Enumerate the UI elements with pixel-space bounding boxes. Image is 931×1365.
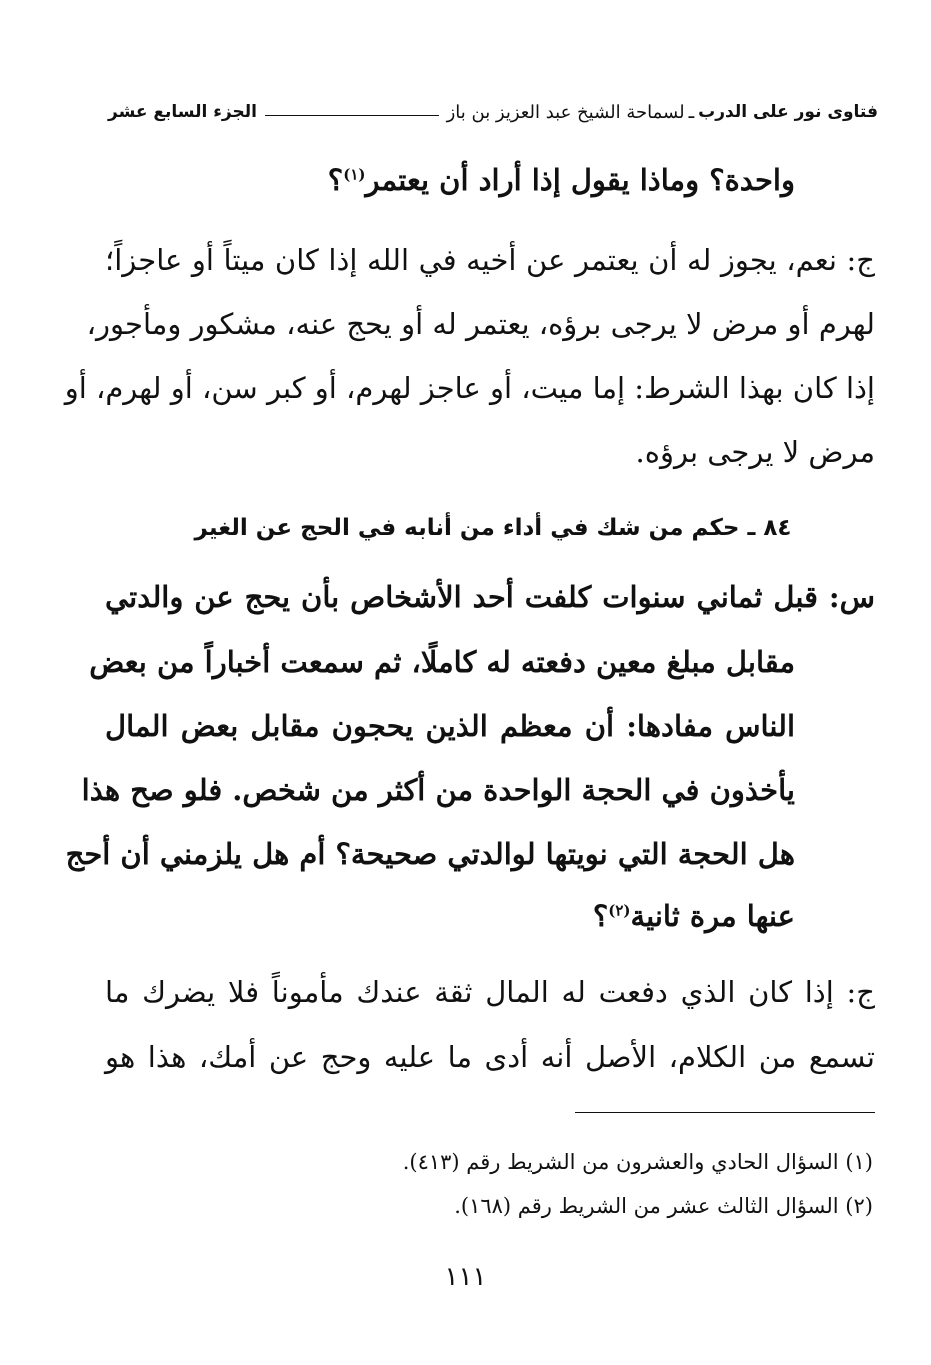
answer1-line: إذا كان بهذا الشرط: إما ميت، أو عاجز لهرم، أو كبر سن، أو لهرم، أو	[64, 371, 875, 405]
answer1-line: مرض لا يرجى برؤه.	[635, 435, 875, 469]
question2-line: مقابل مبلغ معين دفعته له كاملًا، ثم سمعت أخباراً من بعض	[89, 645, 795, 679]
footnote-ref-1: (١)	[343, 165, 366, 184]
book-title: فتاوى نور على الدرب	[698, 102, 878, 122]
question2-line: الناس مفادها: أن معظم الذين يحجون مقابل بعض المال	[105, 709, 795, 743]
footnote-ref-2: (٢)	[608, 901, 631, 920]
question-continuation-punct: ؟	[327, 163, 344, 197]
header-separator: ـ	[688, 101, 695, 123]
question2-line: س: قبل ثماني سنوات كلفت أحد الأشخاص بأن يحج عن والدتي	[105, 580, 875, 614]
question2-last-line	[593, 894, 795, 938]
footnote-2: (٢) السؤال الثالث عشر من الشريط رقم (١٦٨).	[454, 1194, 873, 1218]
section-heading: ٨٤ ـ حكم من شك في أداء من أنابه في الحج عن الغير	[194, 515, 792, 541]
question2-line: يأخذون في الحجة الواحدة من أكثر من شخص. فلو صح هذا	[81, 773, 795, 807]
answer2-line: تسمع من الكلام، الأصل أنه أدى ما عليه وحج عن أمك، هذا هو	[105, 1040, 875, 1074]
answer1-line: لهرم أو مرض لا يرجى برؤه، يعتمر له أو يحج عنه، مشكور ومأجور،	[86, 307, 875, 341]
question-continuation	[328, 158, 795, 202]
answer1-line: ج: نعم، يجوز له أن يعتمر عن أخيه في الله إذا كان ميتاً أو عاجزاً؛	[105, 243, 875, 277]
question2-last-punct: ؟	[592, 899, 609, 933]
running-header	[108, 92, 878, 132]
answer2-line: ج: إذا كان الذي دفعت له المال ثقة عندك مأموناً فلا يضرك ما	[105, 975, 875, 1009]
header-rule	[265, 115, 439, 116]
question-continuation-text: واحدة؟ وماذا يقول إذا أراد أن يعتمر	[365, 163, 795, 197]
question2-line: هل الحجة التي نويتها لوالدتي صحيحة؟ أم هل يلزمني أن أحج	[65, 837, 795, 871]
volume-label: الجزء السابع عشر	[108, 102, 257, 122]
footnote-separator	[575, 1112, 875, 1113]
footnote-1: (١) السؤال الحادي والعشرون من الشريط رقم (٤١٣).	[402, 1150, 873, 1174]
page-number: ١١١	[444, 1262, 487, 1292]
author-name: لسماحة الشيخ عبد العزيز بن باز	[446, 101, 685, 123]
question2-last-text: عنها مرة ثانية	[630, 899, 795, 933]
